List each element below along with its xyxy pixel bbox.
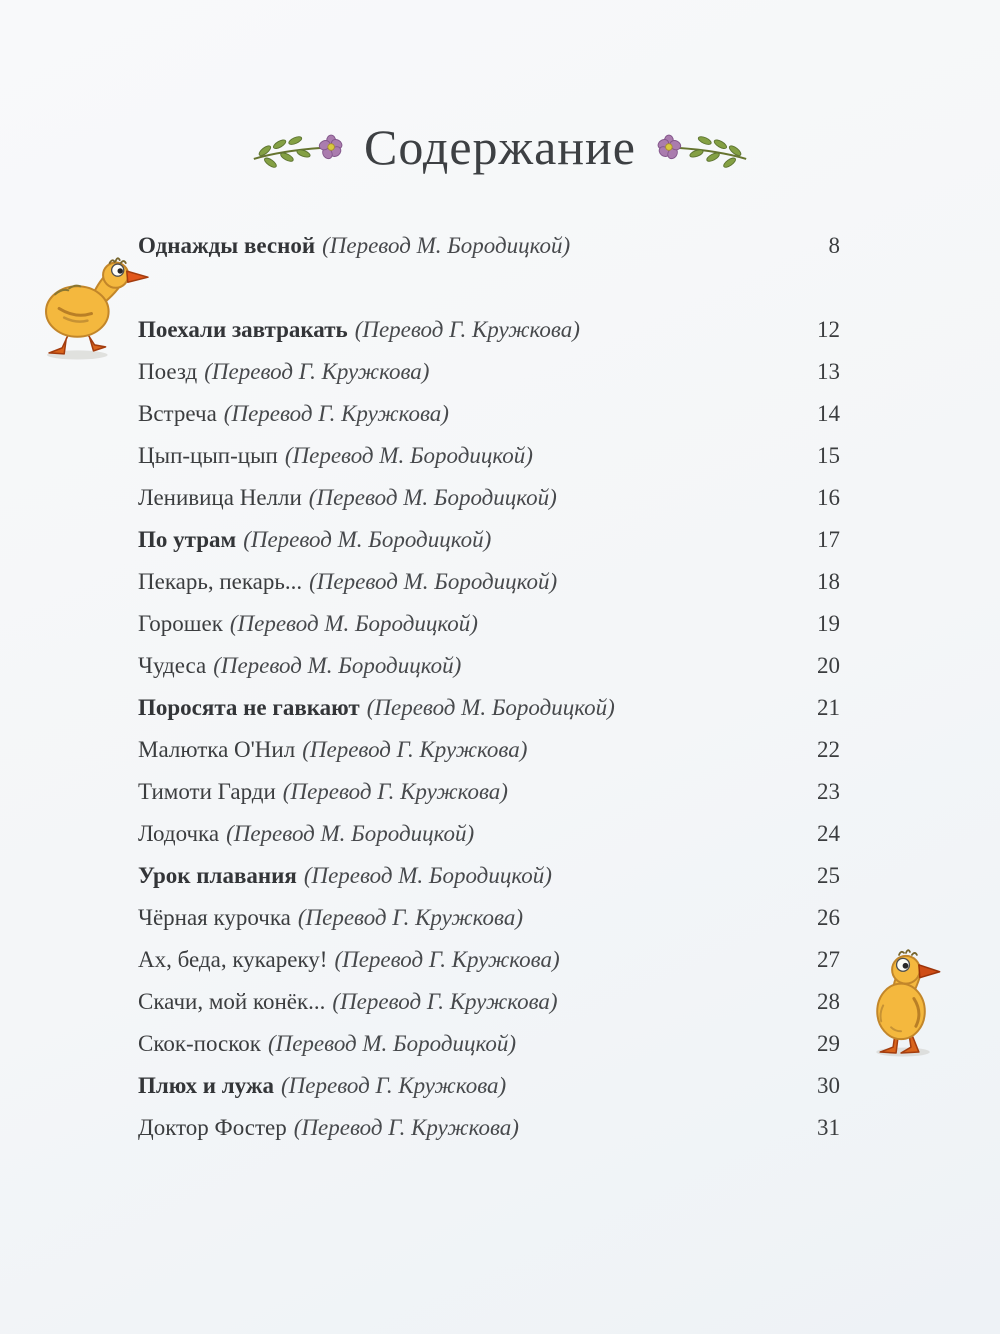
entry-text xyxy=(138,863,552,889)
entry-translator: (Перевод Г. Кружкова) xyxy=(297,905,524,930)
toc-entry xyxy=(138,519,840,561)
entry-translator: (Перевод М. Бородицкой) xyxy=(303,863,552,888)
entry-title: Пекарь, пекарь... xyxy=(138,569,303,594)
entry-title: Урок плавания xyxy=(138,863,297,888)
toc-entry xyxy=(138,603,840,645)
entry-page-number: 15 xyxy=(817,443,840,468)
entry-translator: (Перевод Г. Кружкова) xyxy=(302,737,528,762)
entry-title: Ленивица Нелли xyxy=(138,485,302,510)
entry-page-number: 30 xyxy=(817,1073,840,1098)
entry-text xyxy=(138,443,533,469)
entry-page-number: 19 xyxy=(817,611,840,636)
toc-entry xyxy=(138,1107,840,1149)
entry-text xyxy=(138,485,557,511)
page-title: Содержание xyxy=(364,119,636,175)
entry-page-number: 16 xyxy=(817,485,840,510)
entry-page-number: 29 xyxy=(817,1031,840,1056)
entry-text xyxy=(138,737,527,763)
entry-text xyxy=(138,233,570,259)
entry-title: Ах, беда, кукареку! xyxy=(138,947,328,972)
entry-page-number: 13 xyxy=(817,359,840,384)
toc-entry xyxy=(138,645,840,687)
entry-page-number: 23 xyxy=(817,779,840,804)
entry-translator: (Перевод М. Бородицкой) xyxy=(284,443,533,468)
entry-page-number: 25 xyxy=(817,863,840,888)
toc-entry xyxy=(138,435,840,477)
entry-translator: (Перевод М. Бородицкой) xyxy=(243,527,492,552)
entry-title: Скок-поскок xyxy=(138,1031,261,1056)
entry-translator: (Перевод М. Бородицкой) xyxy=(366,695,615,720)
entry-page-number: 14 xyxy=(817,401,840,426)
entry-translator: (Перевод Г. Кружкова) xyxy=(334,947,560,972)
toc-entry xyxy=(138,1065,840,1107)
entry-title: Поезд xyxy=(138,359,198,384)
toc-list xyxy=(138,225,840,1149)
entry-title: Лодочка xyxy=(138,821,220,846)
entry-page-number: 18 xyxy=(817,569,840,594)
entry-page-number: 17 xyxy=(817,527,840,552)
entry-text xyxy=(138,1115,519,1141)
entry-text xyxy=(138,1073,506,1099)
entry-title: Поросята не гавкают xyxy=(138,695,360,720)
entry-text xyxy=(138,317,580,343)
entry-title: Чудеса xyxy=(138,653,207,678)
entry-translator: (Перевод М. Бородицкой) xyxy=(308,485,557,510)
toc-entry xyxy=(138,351,840,393)
toc-entry xyxy=(138,1023,840,1065)
entry-title: Малютка О'Нил xyxy=(138,737,296,762)
entry-page-number: 20 xyxy=(817,653,840,678)
entry-text xyxy=(138,695,615,721)
entry-text xyxy=(138,611,478,637)
entry-text xyxy=(138,527,491,553)
entry-title: Чёрная курочка xyxy=(138,905,291,930)
entry-page-number: 12 xyxy=(817,317,840,342)
entry-title: Встреча xyxy=(138,401,217,426)
entry-page-number: 28 xyxy=(817,989,840,1014)
entry-translator: (Перевод Г. Кружкова) xyxy=(281,1073,507,1098)
entry-translator: (Перевод Г. Кружкова) xyxy=(332,989,558,1014)
entry-text xyxy=(138,1031,516,1057)
entry-page-number: 22 xyxy=(817,737,840,762)
floral-branch-icon xyxy=(656,124,748,170)
duckling-standing-illustration xyxy=(850,944,956,1058)
toc-entry xyxy=(138,813,840,855)
entry-page-number: 27 xyxy=(817,947,840,972)
flower-icon xyxy=(656,135,682,160)
flower-icon xyxy=(318,135,344,160)
entry-title: Плюх и лужа xyxy=(138,1073,275,1098)
entry-translator: (Перевод Г. Кружкова) xyxy=(223,401,449,426)
contents-header xyxy=(0,110,1000,184)
entry-title: Однажды весной xyxy=(138,233,316,258)
entry-text xyxy=(138,989,558,1015)
entry-text xyxy=(138,401,449,427)
entry-page-number: 24 xyxy=(817,821,840,846)
toc-entry xyxy=(138,309,840,351)
toc-entry xyxy=(138,477,840,519)
entry-page-number: 21 xyxy=(817,695,840,720)
toc-entry xyxy=(138,393,840,435)
entry-title: Доктор Фостер xyxy=(138,1115,287,1140)
entry-page-number: 31 xyxy=(817,1115,840,1140)
entry-title: Скачи, мой конёк... xyxy=(138,989,326,1014)
toc-entry xyxy=(138,771,840,813)
entry-translator: (Перевод М. Бородицкой) xyxy=(213,653,462,678)
entry-title: По утрам xyxy=(138,527,237,552)
entry-text xyxy=(138,821,474,847)
entry-title: Горошек xyxy=(138,611,223,636)
toc-entry xyxy=(138,729,840,771)
entry-text xyxy=(138,653,461,679)
entry-translator: (Перевод М. Бородицкой) xyxy=(322,233,571,258)
entry-translator: (Перевод М. Бородицкой) xyxy=(309,569,558,594)
entry-translator: (Перевод Г. Кружкова) xyxy=(204,359,430,384)
entry-text xyxy=(138,359,429,385)
entry-text xyxy=(138,779,508,805)
toc-entry xyxy=(138,561,840,603)
entry-translator: (Перевод Г. Кружкова) xyxy=(282,779,508,804)
entry-page-number: 8 xyxy=(828,233,840,258)
toc-entry xyxy=(138,687,840,729)
toc-entry xyxy=(138,897,840,939)
toc-entry xyxy=(138,981,840,1023)
entry-translator: (Перевод М. Бородицкой) xyxy=(226,821,475,846)
entry-text xyxy=(138,905,523,931)
entry-translator: (Перевод Г. Кружкова) xyxy=(354,317,580,342)
entry-translator: (Перевод М. Бородицкой) xyxy=(267,1031,517,1056)
toc-entry xyxy=(138,855,840,897)
floral-branch-icon xyxy=(252,124,344,170)
toc-entry xyxy=(138,939,840,981)
entry-translator: (Перевод Г. Кружкова) xyxy=(293,1115,519,1140)
entry-text xyxy=(138,569,557,595)
entry-translator: (Перевод М. Бородицкой) xyxy=(229,611,478,636)
entry-page-number: 26 xyxy=(817,905,840,930)
entry-text xyxy=(138,947,560,973)
toc-entry xyxy=(138,225,840,267)
entry-title: Тимоти Гарди xyxy=(138,779,276,804)
entry-title: Цып-цып-цып xyxy=(138,443,278,468)
entry-title: Поехали завтракать xyxy=(138,317,348,342)
